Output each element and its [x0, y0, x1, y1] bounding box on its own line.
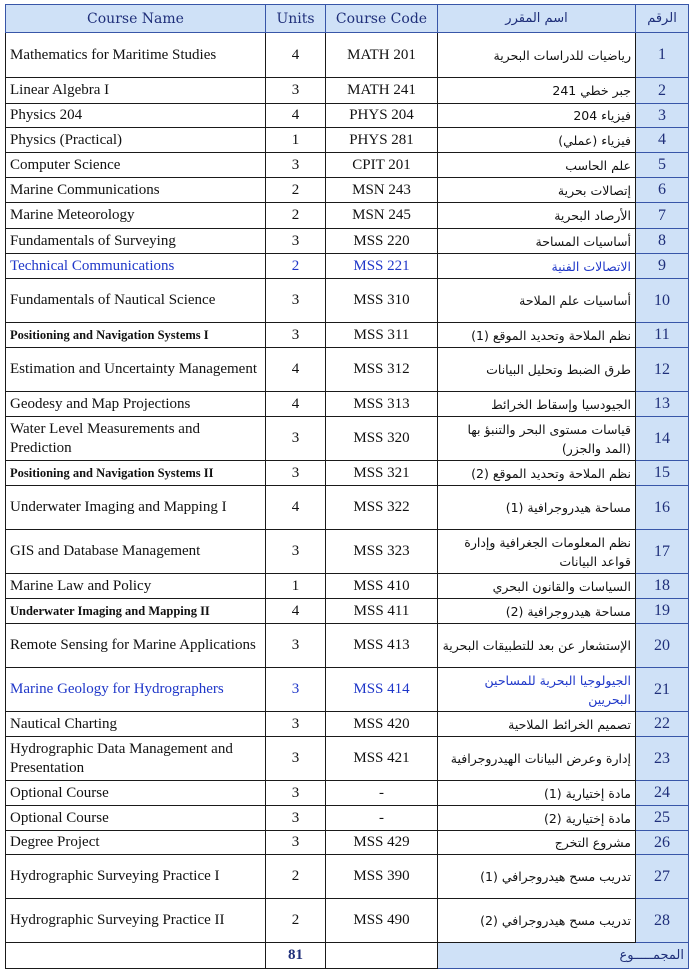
- table-row: [6, 323, 689, 348]
- course-name: Linear Algebra I: [6, 78, 266, 104]
- course-name: Marine Meteorology: [6, 203, 266, 229]
- course-units: 3: [266, 831, 326, 855]
- course-name: Computer Science: [6, 153, 266, 178]
- course-arabic-name: طرق الضبط وتحليل البيانات: [438, 348, 636, 392]
- course-code: MSS 414: [326, 668, 438, 712]
- course-number: 8: [636, 229, 689, 254]
- total-units: 81: [266, 943, 326, 969]
- course-code: MSS 413: [326, 624, 438, 668]
- course-arabic-name: الجيولوجيا البحرية للمساحين البحريين: [438, 668, 636, 712]
- course-name: Estimation and Uncertainty Management: [6, 348, 266, 392]
- course-units: 2: [266, 203, 326, 229]
- header-course-name: Course Name: [6, 5, 266, 33]
- table-row: [6, 712, 689, 737]
- course-name: Physics (Practical): [6, 128, 266, 153]
- course-number: 24: [636, 781, 689, 806]
- course-units: 3: [266, 229, 326, 254]
- course-number: 26: [636, 831, 689, 855]
- course-arabic-name: أساسيات علم الملاحة: [438, 279, 636, 323]
- course-code: MSS 311: [326, 323, 438, 348]
- course-arabic-name: إدارة وعرض البيانات الهيدروجرافية: [438, 737, 636, 781]
- course-units: 2: [266, 899, 326, 943]
- course-code: MSS 312: [326, 348, 438, 392]
- course-units: 3: [266, 78, 326, 104]
- table-row: [6, 461, 689, 486]
- course-code: -: [326, 806, 438, 831]
- table-row: [6, 855, 689, 899]
- course-name: Marine Communications: [6, 178, 266, 203]
- course-code: MSS 221: [326, 254, 438, 279]
- course-units: 4: [266, 599, 326, 624]
- table-row: [6, 806, 689, 831]
- course-code: MSS 429: [326, 831, 438, 855]
- course-number: 7: [636, 203, 689, 229]
- course-number: 9: [636, 254, 689, 279]
- table-row: [6, 229, 689, 254]
- course-code: CPIT 201: [326, 153, 438, 178]
- course-number: 10: [636, 279, 689, 323]
- course-name: Technical Communications: [6, 254, 266, 279]
- header-number: الرقم: [636, 5, 689, 33]
- course-units: 3: [266, 279, 326, 323]
- course-code: MSS 410: [326, 574, 438, 599]
- course-number: 22: [636, 712, 689, 737]
- course-number: 11: [636, 323, 689, 348]
- course-number: 17: [636, 530, 689, 574]
- table-row: [6, 737, 689, 781]
- course-name: Remote Sensing for Marine Applications: [6, 624, 266, 668]
- course-arabic-name: جبر خطي 241: [438, 78, 636, 104]
- course-number: 3: [636, 104, 689, 128]
- course-units: 3: [266, 781, 326, 806]
- table-row: [6, 417, 689, 461]
- course-number: 21: [636, 668, 689, 712]
- course-name: Fundamentals of Nautical Science: [6, 279, 266, 323]
- course-table: [5, 4, 689, 969]
- course-units: 3: [266, 461, 326, 486]
- course-arabic-name: مساحة هيدروجرافية (2): [438, 599, 636, 624]
- table-row: [6, 831, 689, 855]
- table-row: [6, 899, 689, 943]
- table-row: [6, 781, 689, 806]
- table-row: [6, 392, 689, 417]
- course-name: Marine Law and Policy: [6, 574, 266, 599]
- course-number: 6: [636, 178, 689, 203]
- course-units: 4: [266, 348, 326, 392]
- course-number: 1: [636, 33, 689, 78]
- course-name: Underwater Imaging and Mapping I: [6, 486, 266, 530]
- course-code: MSS 490: [326, 899, 438, 943]
- course-code: MATH 201: [326, 33, 438, 78]
- course-code: MSS 321: [326, 461, 438, 486]
- table-row: [6, 574, 689, 599]
- course-number: 13: [636, 392, 689, 417]
- course-arabic-name: تدريب مسح هيدروجرافي (2): [438, 899, 636, 943]
- table-row: [6, 78, 689, 104]
- course-units: 3: [266, 530, 326, 574]
- course-code: MATH 241: [326, 78, 438, 104]
- course-units: 3: [266, 323, 326, 348]
- course-arabic-name: علم الحاسب: [438, 153, 636, 178]
- course-arabic-name: فيزياء (عملي): [438, 128, 636, 153]
- course-name: Hydrographic Data Management and Presentation: [6, 737, 266, 781]
- course-units: 3: [266, 624, 326, 668]
- course-arabic-name: مساحة هيدروجرافية (1): [438, 486, 636, 530]
- course-arabic-name: مشروع التخرج: [438, 831, 636, 855]
- course-arabic-name: رياضيات للدراسات البحرية: [438, 33, 636, 78]
- course-name: Water Level Measurements and Prediction: [6, 417, 266, 461]
- course-units: 3: [266, 153, 326, 178]
- course-arabic-name: تصميم الخرائط الملاحية: [438, 712, 636, 737]
- course-name: Geodesy and Map Projections: [6, 392, 266, 417]
- course-arabic-name: نظم المعلومات الجغرافية وإدارة قواعد البيانات: [438, 530, 636, 574]
- course-units: 4: [266, 104, 326, 128]
- table-row: [6, 33, 689, 78]
- table-row: [6, 203, 689, 229]
- course-arabic-name: نظم الملاحة وتحديد الموقع (2): [438, 461, 636, 486]
- table-row: [6, 348, 689, 392]
- course-number: 2: [636, 78, 689, 104]
- course-name: Marine Geology for Hydrographers: [6, 668, 266, 712]
- course-code: MSS 220: [326, 229, 438, 254]
- course-arabic-name: الأرصاد البحرية: [438, 203, 636, 229]
- table-row: [6, 599, 689, 624]
- course-arabic-name: الإستشعار عن بعد للتطبيقات البحرية: [438, 624, 636, 668]
- course-code: MSS 411: [326, 599, 438, 624]
- course-name: Positioning and Navigation Systems I: [6, 323, 266, 348]
- course-arabic-name: فيزياء 204: [438, 104, 636, 128]
- table-row: [6, 153, 689, 178]
- course-name: Underwater Imaging and Mapping II: [6, 599, 266, 624]
- course-name: Hydrographic Surveying Practice II: [6, 899, 266, 943]
- course-units: 3: [266, 712, 326, 737]
- course-arabic-name: تدريب مسح هيدروجرافي (1): [438, 855, 636, 899]
- course-arabic-name: الجيودسيا وإسقاط الخرائط: [438, 392, 636, 417]
- course-arabic-name: أساسيات المساحة: [438, 229, 636, 254]
- course-name: Hydrographic Surveying Practice I: [6, 855, 266, 899]
- table-row: [6, 530, 689, 574]
- course-name: Degree Project: [6, 831, 266, 855]
- course-code: MSS 421: [326, 737, 438, 781]
- course-number: 23: [636, 737, 689, 781]
- table-row: [6, 254, 689, 279]
- course-code: MSS 420: [326, 712, 438, 737]
- course-units: 1: [266, 574, 326, 599]
- course-code: MSN 245: [326, 203, 438, 229]
- course-arabic-name: قياسات مستوى البحر والتنبؤ بها (المد والجزر): [438, 417, 636, 461]
- course-units: 2: [266, 855, 326, 899]
- course-number: 14: [636, 417, 689, 461]
- course-arabic-name: نظم الملاحة وتحديد الموقع (1): [438, 323, 636, 348]
- course-number: 28: [636, 899, 689, 943]
- course-name: GIS and Database Management: [6, 530, 266, 574]
- course-number: 16: [636, 486, 689, 530]
- total-empty-cell: [6, 943, 266, 969]
- course-number: 20: [636, 624, 689, 668]
- table-row: [6, 104, 689, 128]
- course-arabic-name: الاتصالات الفنية: [438, 254, 636, 279]
- course-code: MSS 310: [326, 279, 438, 323]
- course-arabic-name: مادة إختيارية (1): [438, 781, 636, 806]
- course-units: 1: [266, 128, 326, 153]
- course-number: 25: [636, 806, 689, 831]
- course-name: Physics 204: [6, 104, 266, 128]
- course-code: MSS 313: [326, 392, 438, 417]
- course-code: -: [326, 781, 438, 806]
- course-number: 15: [636, 461, 689, 486]
- course-code: PHYS 204: [326, 104, 438, 128]
- header-course-code: Course Code: [326, 5, 438, 33]
- course-units: 3: [266, 737, 326, 781]
- table-row: [6, 128, 689, 153]
- course-name: Positioning and Navigation Systems II: [6, 461, 266, 486]
- table-row: [6, 624, 689, 668]
- table-row: [6, 668, 689, 712]
- course-code: MSS 390: [326, 855, 438, 899]
- course-code: MSN 243: [326, 178, 438, 203]
- course-number: 19: [636, 599, 689, 624]
- course-units: 3: [266, 806, 326, 831]
- table-row: [6, 279, 689, 323]
- course-name: Optional Course: [6, 806, 266, 831]
- course-number: 27: [636, 855, 689, 899]
- header-units: Units: [266, 5, 326, 33]
- course-code: MSS 323: [326, 530, 438, 574]
- course-number: 18: [636, 574, 689, 599]
- course-units: 4: [266, 33, 326, 78]
- course-name: Optional Course: [6, 781, 266, 806]
- course-name: Nautical Charting: [6, 712, 266, 737]
- course-units: 3: [266, 417, 326, 461]
- course-code: MSS 320: [326, 417, 438, 461]
- course-number: 5: [636, 153, 689, 178]
- table-header-row: [6, 5, 689, 33]
- total-empty-cell: [326, 943, 438, 969]
- course-name: Mathematics for Maritime Studies: [6, 33, 266, 78]
- course-code: PHYS 281: [326, 128, 438, 153]
- course-name: Fundamentals of Surveying: [6, 229, 266, 254]
- course-arabic-name: السياسات والقانون البحري: [438, 574, 636, 599]
- course-units: 3: [266, 668, 326, 712]
- course-arabic-name: مادة إختيارية (2): [438, 806, 636, 831]
- course-units: 4: [266, 486, 326, 530]
- course-number: 4: [636, 128, 689, 153]
- header-arabic-name: اسم المقرر: [438, 5, 636, 33]
- course-units: 2: [266, 254, 326, 279]
- course-units: 2: [266, 178, 326, 203]
- total-row: [6, 943, 689, 969]
- total-label: المجمـــــوع: [438, 943, 689, 969]
- course-number: 12: [636, 348, 689, 392]
- course-code: MSS 322: [326, 486, 438, 530]
- course-arabic-name: إتصالات بحرية: [438, 178, 636, 203]
- table-row: [6, 486, 689, 530]
- course-units: 4: [266, 392, 326, 417]
- table-row: [6, 178, 689, 203]
